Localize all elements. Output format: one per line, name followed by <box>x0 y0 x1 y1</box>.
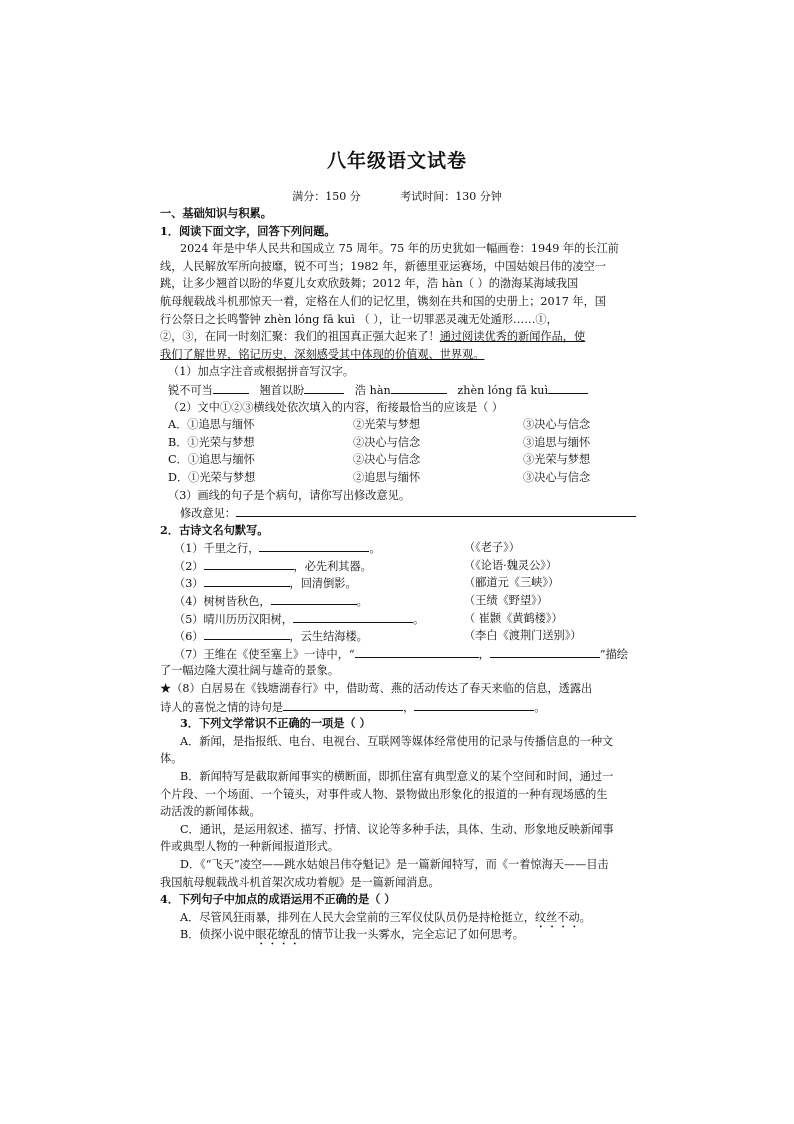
option-line: D．《“飞天”凌空——跳水姑娘吕伟夺魁记》是一篇新闻特写，而《一着惊海天——目击 <box>180 857 609 871</box>
exam-time: 考试时间：130 分钟 <box>400 190 502 203</box>
answer-blank[interactable] <box>259 539 369 552</box>
answer-blank[interactable] <box>548 381 588 394</box>
poem-line: ★（8）白居易在《钱塘湖春行》中，借助莺、燕的活动传达了春天来临的信息，透露出 <box>160 682 593 696</box>
question-2-title: 2．古诗文名句默写。 <box>160 522 269 537</box>
poem-line: （2） ，必先利其器。 （《论语·魏灵公》） <box>174 558 558 573</box>
sub-question-1: （1）加点字注音或根据拼音写汉字。 <box>168 365 355 379</box>
poem-line: （5）晴川历历汉阳树， 。 （ 崔颢《黄鹤楼》） <box>174 611 563 626</box>
option-line: 动活泼的新闻体裁。 <box>160 805 261 819</box>
underlined-sentence: 通过阅读优秀的新闻作品，使 <box>439 330 586 344</box>
exam-meta <box>0 188 794 204</box>
option-line: A．新闻，是指报纸、电台、电视台、互联网等媒体经常使用的记录与传播信息的一种文 <box>180 734 614 748</box>
passage-line: ②，③，在同一时刻汇聚：我们的祖国真正强大起来了！通过阅读优秀的新闻作品，使 <box>160 330 586 344</box>
revise-row: 修改意见： <box>160 504 638 522</box>
passage-line: 航母舰载战斗机那惊天一着，定格在人们的记忆里，镌刻在共和国的史册上；2017 年，国 <box>160 294 606 308</box>
pinyin-row: 锐不可当 翘首以盼 浩 hàn zhèn lóng fā kuì <box>160 381 638 399</box>
passage-line: 跳，让多少翘首以盼的华夏儿女欢欣鼓舞；2012 年，浩 hàn（ ）的渤海某海域我国 <box>160 277 579 291</box>
option-line: B．侦探小说中眼花缭乱的情节让我一头雾水，完全忘记了如何思考。 <box>180 928 524 942</box>
question-3-title: 3．下列文学常识不正确的一项是（ ） <box>180 716 371 731</box>
answer-blank[interactable] <box>355 645 479 658</box>
passage-line: 行公祭日之长鸣警钟 zhèn lóng fā kuì （ ），让一切罪恶灵魂无处遁形……①， <box>160 312 558 326</box>
underlined-sentence: 我们了解世界，铭记历史，深刻感受其中体现的价值观、世界观。 <box>160 347 485 361</box>
option-line: A．尽管风狂雨暴，排列在人民大会堂前的三军仪仗队员仍是持枪挺立，纹丝不动。 <box>180 910 591 924</box>
answer-blank[interactable] <box>204 557 294 570</box>
poem-line: 诗人的喜悦之情的诗句是 ， 。 <box>160 698 638 716</box>
answer-blank[interactable] <box>271 592 357 605</box>
dotted-idiom: 纹丝不动 <box>534 910 580 924</box>
answer-blank[interactable] <box>391 381 447 394</box>
question-1-title: 1．阅读下面文字，回答下列问题。 <box>160 223 336 238</box>
question-4-title: 4．下列句子中加点的成语运用不正确的是（ ） <box>160 892 396 907</box>
answer-blank[interactable] <box>204 627 290 640</box>
dotted-idiom: 眼花缭乱 <box>255 928 301 942</box>
answer-blank[interactable] <box>213 381 249 394</box>
answer-blank[interactable] <box>414 698 534 711</box>
option-row[interactable]: C．①追思与缅怀 ②决心与信念 ③光荣与梦想 <box>168 453 591 467</box>
answer-blank[interactable] <box>293 610 413 623</box>
poem-line: （7）王维在《使至塞上》一诗中，“ ， ”描绘 <box>160 645 638 663</box>
exam-content <box>160 205 638 944</box>
poem-line: （6） ，云生结海楼。 （李白《渡荆门送别》） <box>174 629 582 644</box>
poem-line: （3） ，回清倒影。 （郦道元《三峡》） <box>174 576 560 591</box>
option-line: 我国航母舰载战斗机首架次成功着舰》是一篇新闻消息。 <box>160 875 440 889</box>
poem-line: （1）千里之行， 。 （《老子》） <box>174 541 520 556</box>
full-score: 满分：150 分 <box>292 190 361 203</box>
option-line: 件或典型人物的一种新闻报道形式。 <box>160 840 340 854</box>
option-line: 体。 <box>160 752 183 766</box>
poem-line: （4）树树皆秋色， 。 （王绩《野望》） <box>174 594 548 609</box>
passage-line: 2024 年是中华人民共和国成立 75 周年。75 年的历史犹如一幅画卷：1949 年的长江前 <box>180 242 619 256</box>
option-line: 个片段、一个场面、一个镜头，对事件或人物、景物做出形象化的报道的一种有现场感的生 <box>160 787 608 801</box>
option-line: B．新闻特写是截取新闻事实的横断面，即抓住富有典型意义的某个空间和时间，通过一 <box>180 770 614 783</box>
answer-blank[interactable] <box>283 698 403 711</box>
option-line: C．通讯，是运用叙述、描写、抒情、议论等多种手法，具体、生动、形象地反映新闻事 <box>180 822 614 836</box>
option-row[interactable]: A．①追思与缅怀 ②光荣与梦想 ③决心与信念 <box>168 418 591 432</box>
sub-question-3: （3）画线的句子是个病句，请你写出修改意见。 <box>168 488 411 502</box>
answer-blank[interactable] <box>490 645 600 658</box>
section-heading: 一、基础知识与积累。 <box>160 206 272 220</box>
passage-line: 线，人民解放军所向披靡，锐不可当；1982 年，新德里亚运赛场，中国姑娘吕伟的凌空一 <box>160 259 606 273</box>
option-row[interactable]: D．①光荣与梦想 ②追思与缅怀 ③决心与信念 <box>168 470 591 484</box>
option-row[interactable]: B．①光荣与梦想 ②决心与信念 ③追思与缅怀 <box>168 435 591 449</box>
sub-question-2: （2）文中①②③横线处依次填入的内容，衔接最恰当的应该是（ ） <box>168 400 504 414</box>
answer-blank[interactable] <box>204 574 290 587</box>
exam-title: 八年级语文试卷 <box>326 150 467 172</box>
answer-blank[interactable] <box>236 504 636 517</box>
answer-blank[interactable] <box>304 381 344 394</box>
poem-line: 了一幅边隆大漠壮阔与雄奇的景象。 <box>160 664 340 678</box>
